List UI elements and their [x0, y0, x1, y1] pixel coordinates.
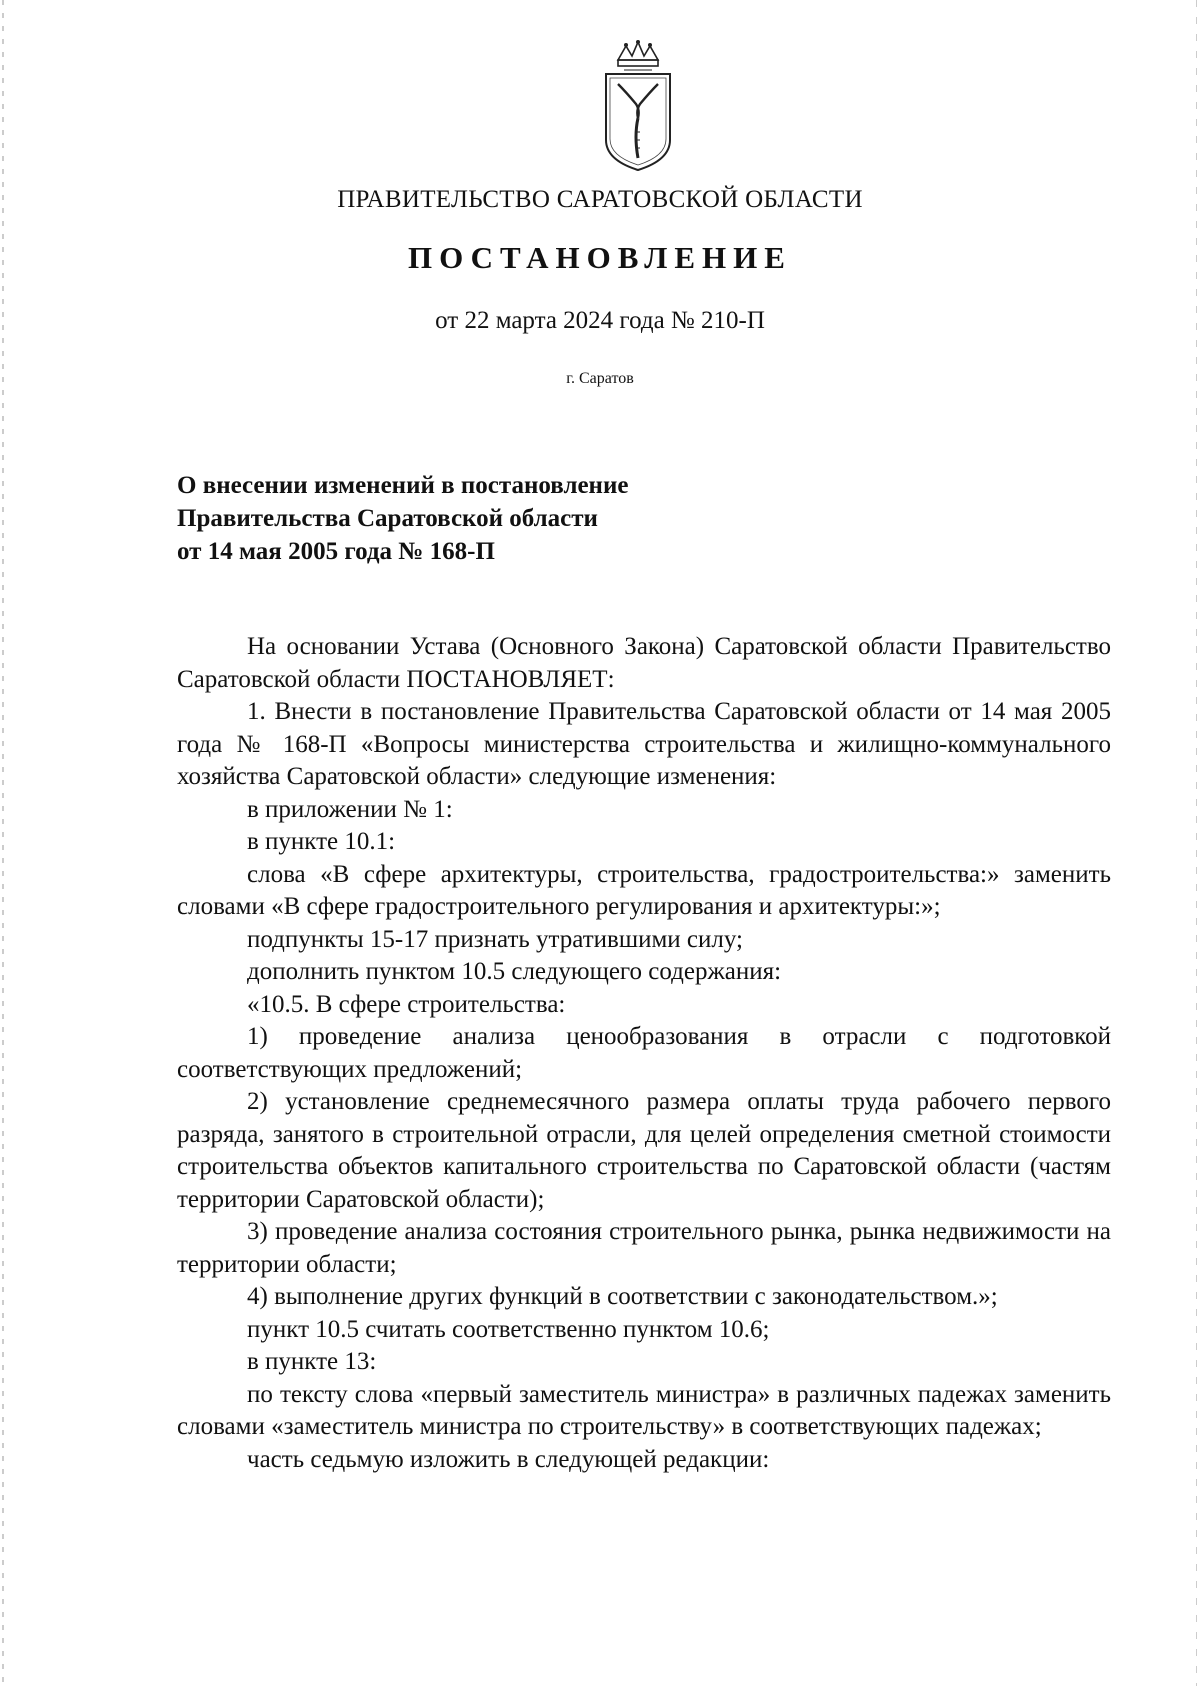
- body-paragraph: подпункты 15-17 признать утратившими силу;: [247, 925, 743, 953]
- body-paragraph: 3) проведение анализа состояния строительного рынка, рынка недвижимости на территории области;: [177, 1218, 1111, 1278]
- body-paragraph: 4) выполнение других функций в соответствии с законодательством.»;: [247, 1283, 998, 1310]
- document-subject: [177, 469, 628, 568]
- document-type: ПОСТАНОВЛЕНИЕ: [408, 240, 792, 275]
- body-paragraph: «10.5. В сфере строительства:: [247, 990, 566, 1018]
- body-paragraph: часть седьмую изложить в следующей редакции:: [247, 1445, 770, 1473]
- subject-line: Правительства Саратовской области: [177, 505, 598, 532]
- subject-line: О внесении изменений в постановление: [177, 472, 629, 499]
- body-paragraph: в пункте 10.1:: [247, 828, 396, 855]
- document-body: [177, 631, 1111, 1476]
- body-paragraph: в пункте 13:: [247, 1348, 377, 1375]
- body-paragraph: слова «В сфере архитектуры, строительства, градостроительства:» заменить словами «В сфере градостроительного регулирования и архитектуры:»;: [177, 860, 1111, 920]
- body-paragraph: 1. Внести в постановление Правительства Саратовской области от 14 мая 2005 года № 168-П «Вопросы министерства строительства и жилищно-коммунального хозяйства Саратовской области» следующие изменения:: [177, 698, 1111, 790]
- body-paragraph: 1) проведение анализа ценообразования в отрасли с подготовкой соответствующих предложений;: [177, 1023, 1111, 1083]
- body-paragraph: На основании Устава (Основного Закона) Саратовской области Правительство Саратовской области ПОСТАНОВЛЯЕТ:: [177, 633, 1111, 693]
- body-paragraph: пункт 10.5 считать соответственно пунктом 10.6;: [247, 1315, 770, 1343]
- subject-line: от 14 мая 2005 года № 168-П: [177, 538, 495, 565]
- body-paragraph: дополнить пунктом 10.5 следующего содержания:: [247, 958, 782, 985]
- document-date-number: от 22 марта 2024 года № 210-П: [435, 307, 765, 334]
- body-paragraph: по тексту слова «первый заместитель министра» в различных падежах заменить словами «заместитель министра по строительству» в соответствующих падежах;: [177, 1380, 1111, 1440]
- organization-name: ПРАВИТЕЛЬСТВО САРАТОВСКОЙ ОБЛАСТИ: [337, 186, 863, 213]
- document-city: г. Саратов: [566, 370, 634, 387]
- body-paragraph: 2) установление среднемесячного размера оплаты труда рабочего первого разряда, занятого в строительной отрасли, для целей определения сметной стоимости строительства объектов капитального строительства по Саратовской области (частям территории Саратовской области);: [177, 1088, 1111, 1213]
- saratov-coat-of-arms-icon: [596, 40, 680, 172]
- body-paragraph: в приложении № 1:: [247, 795, 453, 823]
